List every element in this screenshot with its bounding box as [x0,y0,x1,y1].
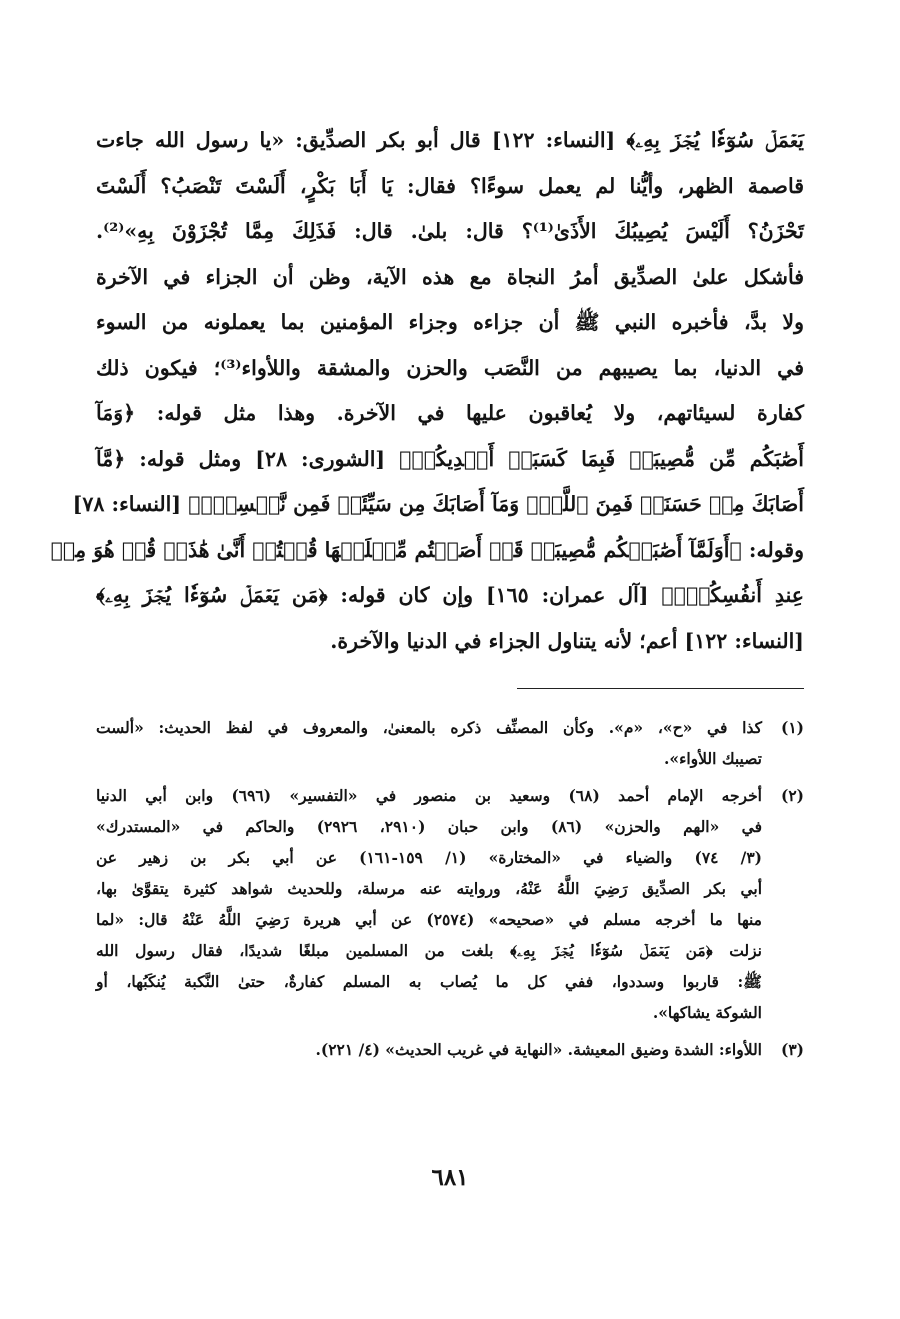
footnote-line: (٣/ ٧٤) والضياء في «المختارة» (١/ ١٥٩-١٦١) عن أبي بكر بن زهير عن [96,848,762,867]
footnote-divider [517,688,804,689]
text-line: وقوله: ﴿أَوَلَمَّآ أَصَٰبَتۡكُم مُّصِيبَةٞ قَدۡ أَصَبۡتُم مِّثۡلَيۡهَا قُلۡتُمۡ أَنَّىٰ هَٰذَاۖ قُلۡ هُوَ مِنۡ [50,537,804,562]
footnote-line: أبي بكر الصدِّيق رَضِيَ اللَّهُ عَنْهُ، وروايته عنه مرسلة، وللحديث شواهد كثيرة يتقوَّىٰ بها، [96,879,762,898]
footnote-line: كذا في «ح»، «م». وكأن المصنِّف ذكره بالمعنىٰ، والمعروف في لفظ الحديث: «ألست [96,718,762,737]
text-line: في الدنيا، بما يصيبهم من النَّصَب والحزن والمشقة واللأواء⁽³⁾؛ فيكون ذلك [96,355,804,380]
footnote-body [96,712,762,774]
footnote-number: (٣) [780,1040,804,1059]
footnote-line: منها ما أخرجه مسلم في «صحيحه» (٢٥٧٤) عن أبي هريرة رَضِيَ اللَّهُ عَنْهُ قال: «لما [96,910,762,929]
text-line: أَصَٰبَكُم مِّن مُّصِيبَةٖ فَبِمَا كَسَبَتۡ أَيۡدِيكُمۡ﴾ [الشورى: ٢٨] ومثل قوله: ﴿مَّآ [96,446,805,471]
text-line: فأشكل علىٰ الصدِّيق أمرُ النجاة مع هذه الآية، وظن أن الجزاء في الآخرة [96,264,804,289]
text-line: أَصَابَكَ مِنۡ حَسَنَةٖ فَمِنَ ٱللَّهِۖ وَمَآ أَصَابَكَ مِن سَيِّئَةٖ فَمِن نَّفۡسِكَۚ﴾ [النساء: ٧٨] [72,492,804,516]
text-line: قاصمة الظهر، وأيُّنا لم يعمل سوءًا؟ فقال: يَا أَبَا بَكْرٍ، أَلَسْتَ تَنْصَبُ؟ أَلَسْتَ [96,173,804,198]
footnotes [96,712,804,1071]
footnote-body [96,780,762,1028]
text-line: تَحْزَنُ؟ أَلَيْسَ يُصِيبُكَ الأَذَىٰ⁽¹⁾؟ قال: بلىٰ. قال: فَذَلِكَ مِمَّا تُجْزَوْنَ بِهِ»⁽²⁾. [96,219,804,243]
footnote-line: أخرجه الإمام أحمد (٦٨) وسعيد بن منصور في «التفسير» (٦٩٦) وابن أبي الدنيا [96,786,762,805]
text-line: كفارة لسيئاتهم، ولا يُعاقبون عليها في الآخرة. وهذا مثل قوله: ﴿وَمَآ [96,401,804,425]
text-line: ولا بدَّ، فأخبره النبي ﷺ أن جزاءه وجزاء المؤمنين بما يعملونه من السوء [96,310,804,334]
text-line: عِندِ أَنفُسِكُمۡۗ﴾ [آل عمران: ١٦٥] وإن كان قوله: ﴿مَن يَعۡمَلۡ سُوٓءٗا يُجۡزَ بِهِۦ﴾ [96,583,804,607]
text-line: يَعۡمَلۡ سُوٓءٗا يُجۡزَ بِهِۦ﴾ [النساء: ١٢٢] قال أبو بكر الصدِّيق: «يا رسول الله جاءت [96,128,804,152]
footnote-line: تصيبك اللأواء». [663,749,762,768]
footnote-line: الشوكة يشاكها». [652,1003,762,1022]
page-number: ٦٨١ [431,1164,469,1191]
footnote-line: في «الهم والحزن» (٨٦) وابن حبان (٢٩١٠، ٢٩٢٦) والحاكم في «المستدرك» [96,817,763,836]
text-line: [النساء: ١٢٢] أعم؛ لأنه يتناول الجزاء في الدنيا والآخرة. [330,628,804,653]
footnote-line: ﷺ: قاربوا وسددوا، ففي كل ما يُصاب به المسلم كفارةٌ، حتىٰ النَّكبة يُنكَبُها، أو [96,972,762,991]
footnote-3 [96,1034,804,1065]
main-text [50,118,805,664]
footnote-number: (٢) [780,786,804,805]
footnote-2 [96,780,804,1028]
footnote-number: (١) [780,718,804,737]
footnote-line: نزلت ﴿مَن يَعۡمَلۡ سُوٓءٗا يُجۡزَ بِهِۦ﴾ بلغت من المسلمين مبلغًا شديدًا، فقال رسول الله [96,941,762,960]
footnote-1 [96,712,804,774]
footnote-line: اللأواء: الشدة وضيق المعيشة. «النهاية في غريب الحديث» (٤/ ٢٢١). [315,1040,762,1059]
footnote-body [96,1034,762,1065]
